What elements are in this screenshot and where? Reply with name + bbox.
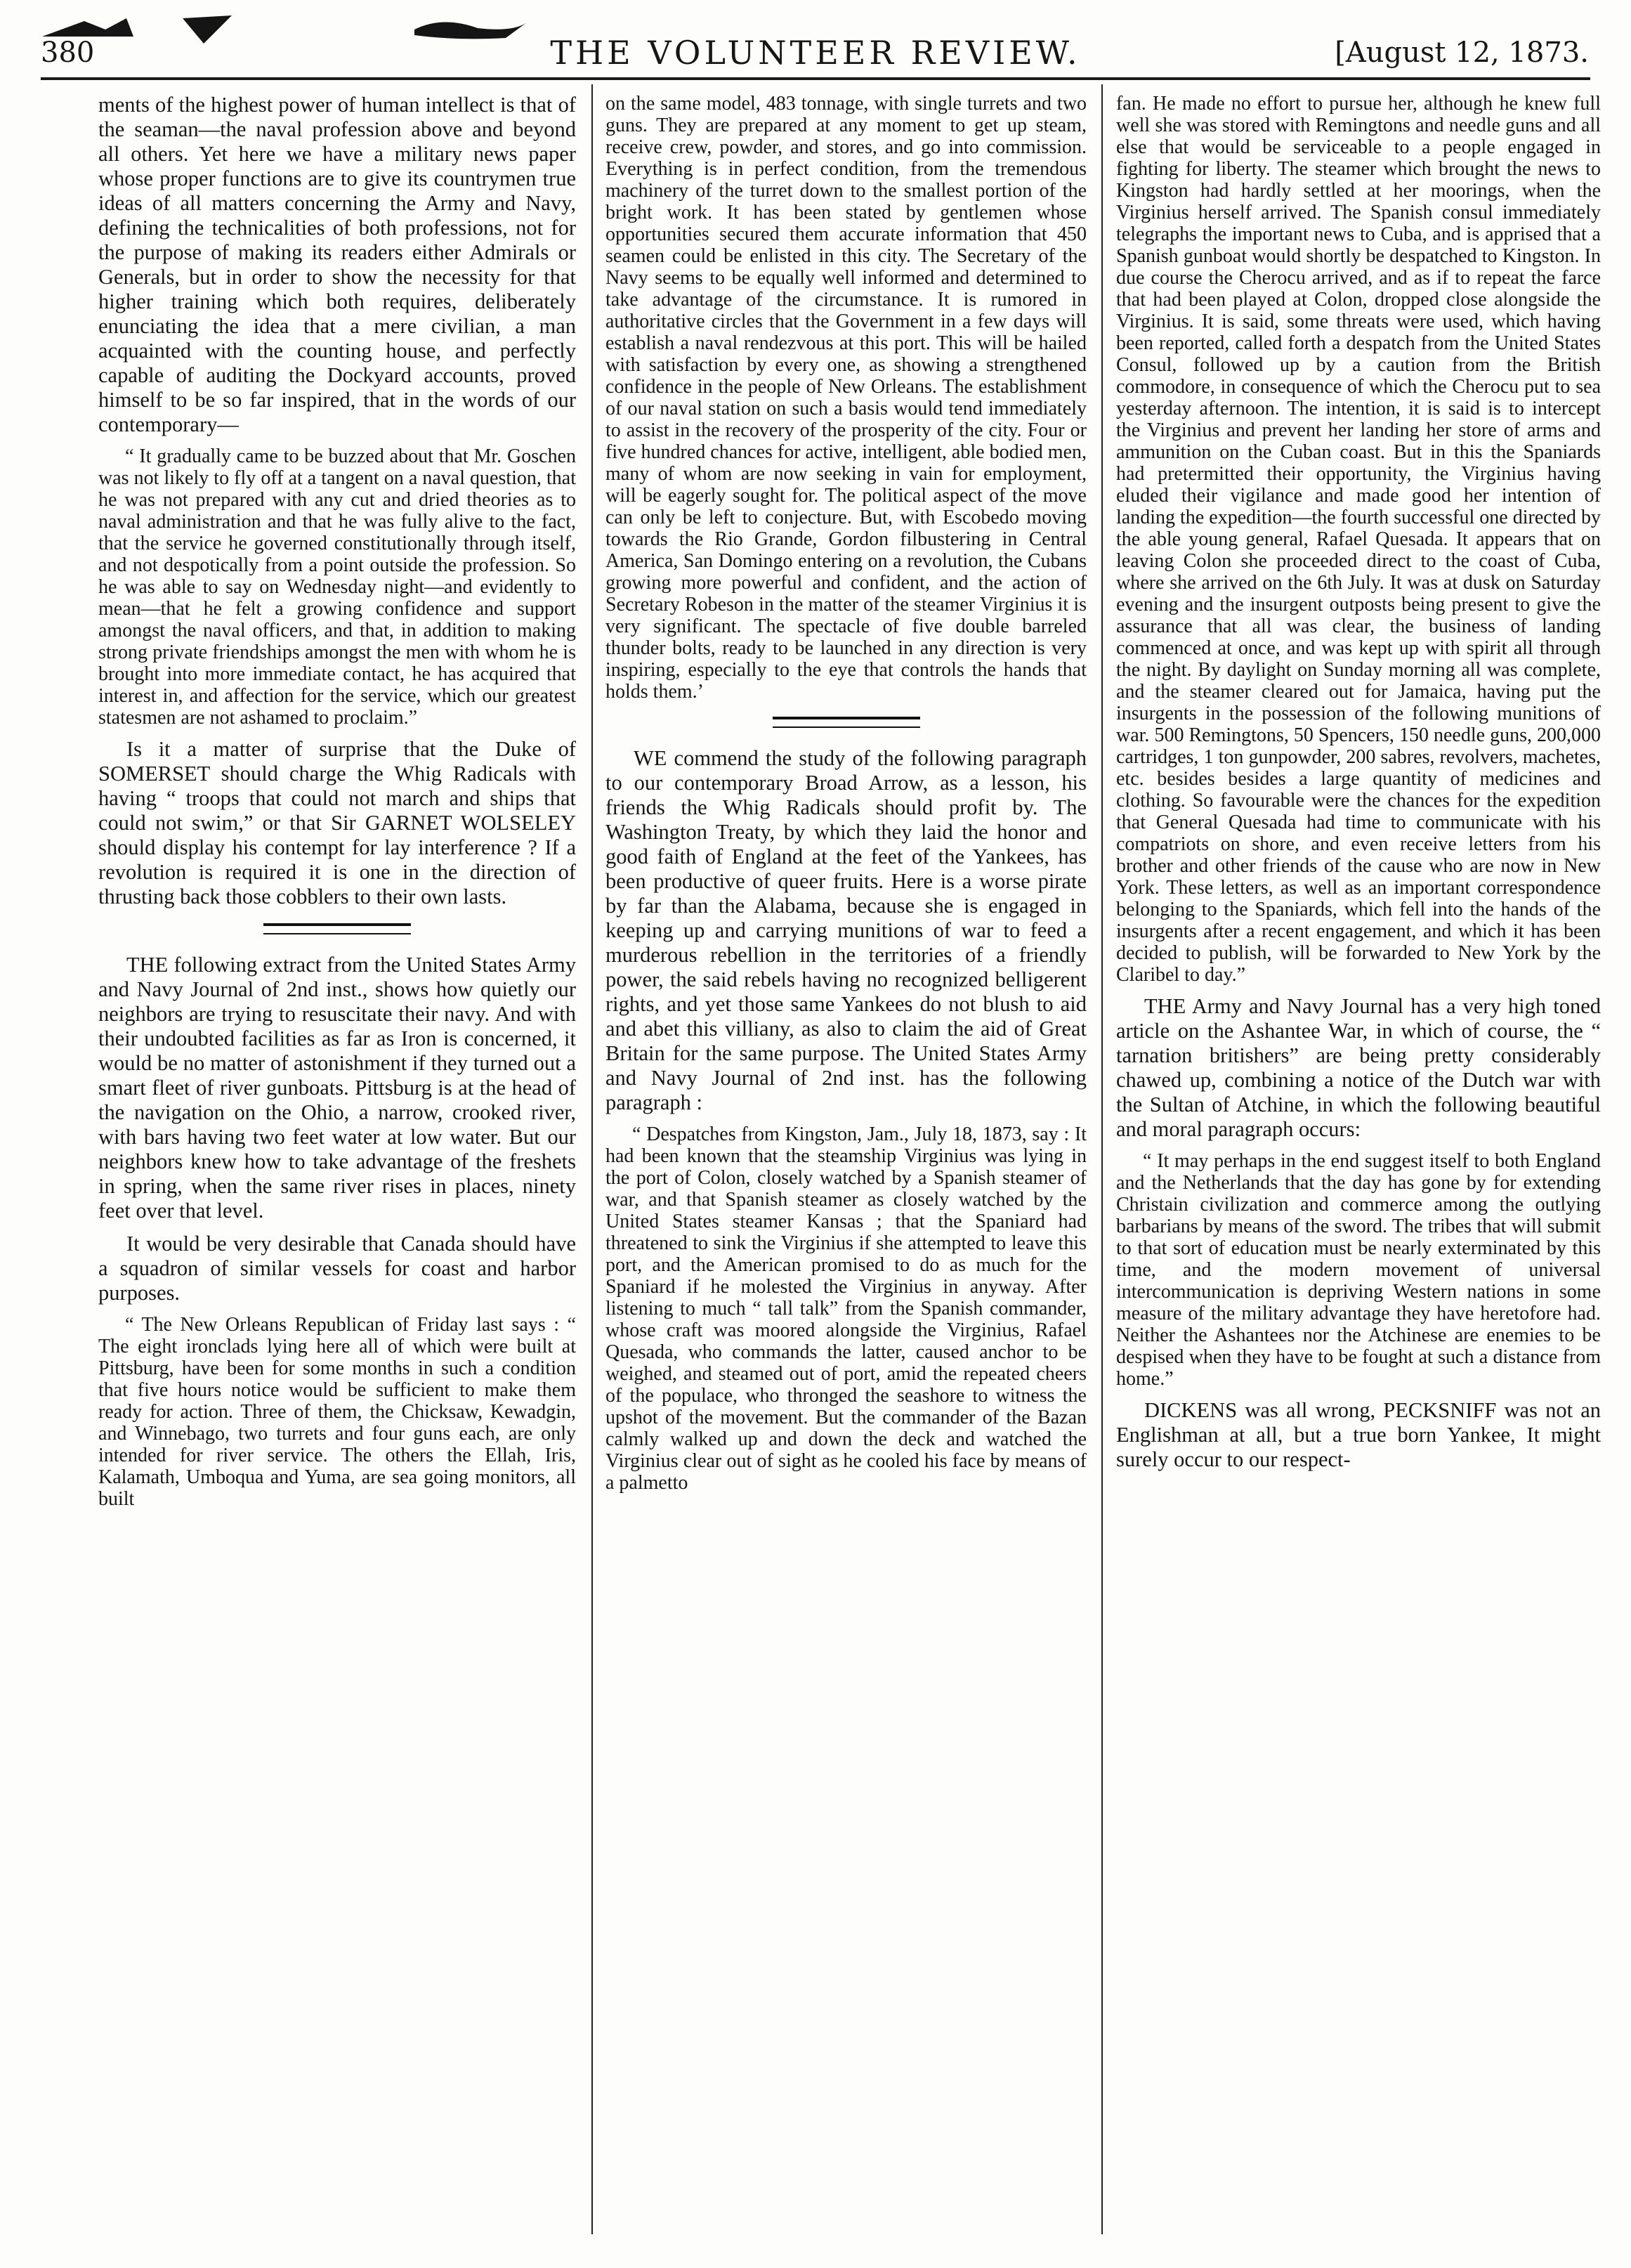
article-text: DICKENS was all wrong, PECKSNIFF was not an Englishman at all, but a true born Yankee, It might surely occur to our respect-	[1116, 1398, 1601, 1471]
quoted-text: fan. He made no effort to pursue her, although he knew full well she was stored with Remingtons and needle guns and all else that would be serviceable to a people engaged in fighting for liberty. The steamer which brought the news to Kingston had hardly settled at her moorings, when the Virginius herself arrived. The Spanish consul immediately telegraphs the important news to Cuba, and is apprised that a Spanish gunboat would shortly be despatched to Kingston. In due course the Cherocu arrived, and as if to repeat the farce that had been played at Colon, dropped close alongside the Virginius. It is said, some threats were used, which having been reported, called forth a despatch from the United States Consul, followed up by a caution from the British commodore, in consequence of which the Cherocu put to sea yesterday afternoon. The intention, it is said is to intercept the Virginius and prevent her landing her store of arms and ammunition on the Cuban coast. But in this the Spaniards had pretermitted their opportunity, the Virginius having eluded their vigilance and made good her intention of landing the expedition—the fourth successful one directed by the able young general, Rafael Quesada. It appears that on leaving Colon she proceeded direct to the coast of Cuba, where she arrived on the 6th July. It was at dusk on Saturday evening and the insurgent outposts being present to give the assurance that all was clear, the business of landing commenced at once, and was kept up with spirit all through the night. By daylight on Sunday morning all was complete, and the steamer cleared out for Jamaica, having put the insurgents in the possession of the following munitions of war. 500 Remingtons, 50 Spencers, 150 needle guns, 200,000 cartridges, 1 ton gunpowder, 200 sabres, revolvers, machetes, etc. besides besides a large quantity of medicines and clothing. So favourable were the chances for the expedition that General Quesada had time to communicate with his compatriots on shore, and even receive letters from his brother and other friends of the cause who are now in New York. These letters, as well as an important correspondence belonging to the Spaniards, which fell into the hands of the insurgents after a recent engagement, and which it has been decided to publish, will be forwarded to New York by the Claribel to day.”	[1116, 93, 1601, 986]
section-divider	[263, 923, 411, 934]
column-rule	[591, 84, 593, 2234]
column-1	[98, 93, 576, 2250]
quoted-text: “ Despatches from Kingston, Jam., July 18, 1873, say : It had been known that the steamship Virginius was lying in the port of Colon, closely watched by a Spanish steamer of war, and that Spanish steamer as closely watched by the United States steamer Kansas ; that the Spaniard had threatened to sink the Virginius if she attempted to leave this port, and the American promised to do as much for the Spaniard if he molested the Virginius in anyway. After listening to much “ tall talk” from the Spanish commander, whose craft was moored alongside the Virginius, Rafael Quesada, who commands the latter, caused anchor to be weighed, and steamed out of port, amid the repeated cheers of the populace, who thronged the seashore to witness the upshot of the movement. But the commander of the Bazan calmly walked up and down the deck and watched the Virginius clear out of sight as he cooled his face by means of a palmetto	[605, 1123, 1087, 1494]
page-number: 380	[41, 37, 95, 69]
quoted-text: “ It may perhaps in the end suggest itself to both England and the Netherlands that the day has gone by for extending Christain civilization and commerce among the outlying barbarians by means of the sword. The tribes that will submit to that sort of education must be nearly exterminated by this time, and the modern movement of universal intercommunication is depriving Western nations in some measure of the military advantage they have heretofore had. Neither the Ashantees nor the Atchinese are enemies to be despised when they have to be fought at such a distance from home.”	[1116, 1150, 1601, 1390]
column-2	[605, 93, 1087, 2250]
article-text: THE Army and Navy Journal has a very high toned article on the Ashantee War, in which of course, the “ tarnation britishers” are being pretty considerably chawed up, combining a notice of the Dutch war with the Sultan of Atchine, in which the following beautiful and moral paragraph occurs:	[1116, 994, 1601, 1141]
publication-title: THE VOLUNTEER REVIEW.	[550, 34, 1081, 72]
article-text: Is it a matter of surprise that the Duke of SOMERSET should charge the Whig Radicals with having “ troops that could not march and ships that could not swim,” or that Sir GARNET WOLSELEY should display his contempt for lay interference ? If a revolution is required it is one in the direction of thrusting back those cobblers to their own lasts.	[98, 737, 576, 908]
quoted-text: “ It gradually came to be buzzed about that Mr. Goschen was not likely to fly off at a tangent on a naval question, that he was not prepared with any cut and dried theories as to naval administration and that he was fully alive to the fact, that the service he governed constitutionally through itself, and not despotically from a point outside the profession. So he was able to say on Wednesday night—and evidently to mean—that he felt a growing confidence and support amongst the naval officers, and that, in addition to making strong private friendships amongst the men with whom he is brought into more immediate contact, he has acquired that interest in, and affection for the service, which our greatest statesmen are not ashamed to proclaim.”	[98, 445, 576, 729]
column-rule	[1101, 84, 1103, 2234]
quoted-text: “ The New Orleans Republican of Friday last says : “ The eight ironclads lying here all of which were built at Pittsburg, have been for some months in such a condition that five hours notice would be sufficient to make them ready for action. Three of them, the Chicksaw, Kewadgin, and Winnebago, two turrets and four guns each, are only intended for river service. The others the Ellah, Iris, Kalamath, Umboqua and Yuma, are sea going monitors, all built	[98, 1314, 576, 1510]
lead-word: THE	[126, 953, 169, 977]
lead-word: WE	[634, 746, 667, 770]
column-3	[1116, 93, 1601, 2250]
quoted-text: on the same model, 483 tonnage, with single turrets and two guns. They are prepared at any moment to get up steam, receive crew, powder, and stores, and go into commission. Everything is in perfect condition, from the tremendous machinery of the turret down to the smallest portion of the bright work. It has been stated by gentlemen whose opportunities secured them accurate information that 450 seamen could be enlisted in this city. The Secretary of the Navy seems to be equally well informed and determined to take advantage of the circumstance. It is rumored in authoritative circles that the Government in a few days will establish a naval rendezvous at this port. This will be hailed with satisfaction by every one, as showing a strengthened confidence in the people of New Orleans. The establishment of our naval station on such a basis would tend immediately to assist in the recovery of the prosperity of the city. Four or five hundred chances for active, intelligent, able bodied men, many of whom are now seeking in vain for employment, will be eagerly sought for. The political aspect of the move can only be left to conjecture. But, with Escobedo moving towards the Rio Grande, Gordon filbustering in Central America, San Domingo entering on a revolution, the Cubans growing more powerful and confident, and the action of Secretary Robeson in the matter of the steamer Virginius it is very significant. The spectacle of five double barreled thunder bolts, ready to be launched in any direction is very inspiring, especially to the eye that controls the hands that holds them.’	[605, 93, 1087, 703]
article-text: WE commend the study of the following paragraph to our contemporary Broad Arrow, as a lesson, his friends the Whig Radicals should profit by. The Washington Treaty, by which they laid the honor and good faith of England at the feet of the Yankees, has been productive of queer fruits. Here is a worse pirate by far than the Alabama, because she is engaged in keeping up and carrying munitions of war to feed a murderous rebellion in the territories of a friendly power, the said rebels having no recognized belligerent rights, and yet those same Yankees do not blush to aid and abet this villiany, as also to claim the aid of Great Britain for the same purpose. The United States Army and Navy Journal of 2nd inst. has the following paragraph :	[605, 746, 1087, 1114]
page-header	[0, 0, 1631, 77]
lead-word: DICKENS	[1144, 1398, 1238, 1422]
article-text: ments of the highest power of human intellect is that of the seaman—the naval profession above and beyond all others. Yet here we have a military news paper whose proper functions are to give its countrymen true ideas of all matters concerning the Army and Navy, defining the technicalities of both professions, not for the purpose of making its readers either Admirals or Generals, but in order to show the necessity for that higher training which both requires, deliberately enunciating the idea that a mere civilian, a man acquainted with the counting house, and perfectly capable of auditing the Dockyard accounts, proved himself to be so far inspired, that in the words of our contemporary—	[98, 93, 576, 436]
article-text: THE following extract from the United States Army and Navy Journal of 2nd inst., shows how quietly our neighbors are trying to resuscitate their navy. And with their undoubted facilities as far as Iron is concerned, it would be no matter of astonishment if they turned out a smart fleet of river gunboats. Pittsburg is at the head of the navigation on the Ohio, a narrow, crooked river, with bars having two feet water at low water. But our neighbors knew how to take advantage of the freshets in spring, when the same river rises in places, ninety feet over that level.	[98, 953, 576, 1223]
article-text: It would be very desirable that Canada should have a squadron of similar vessels for coast and harbor purposes.	[98, 1232, 576, 1305]
lead-word: THE	[1144, 994, 1186, 1018]
issue-date: [August 12, 1873.	[1335, 37, 1589, 69]
header-rule	[41, 77, 1590, 80]
section-divider	[773, 717, 920, 728]
